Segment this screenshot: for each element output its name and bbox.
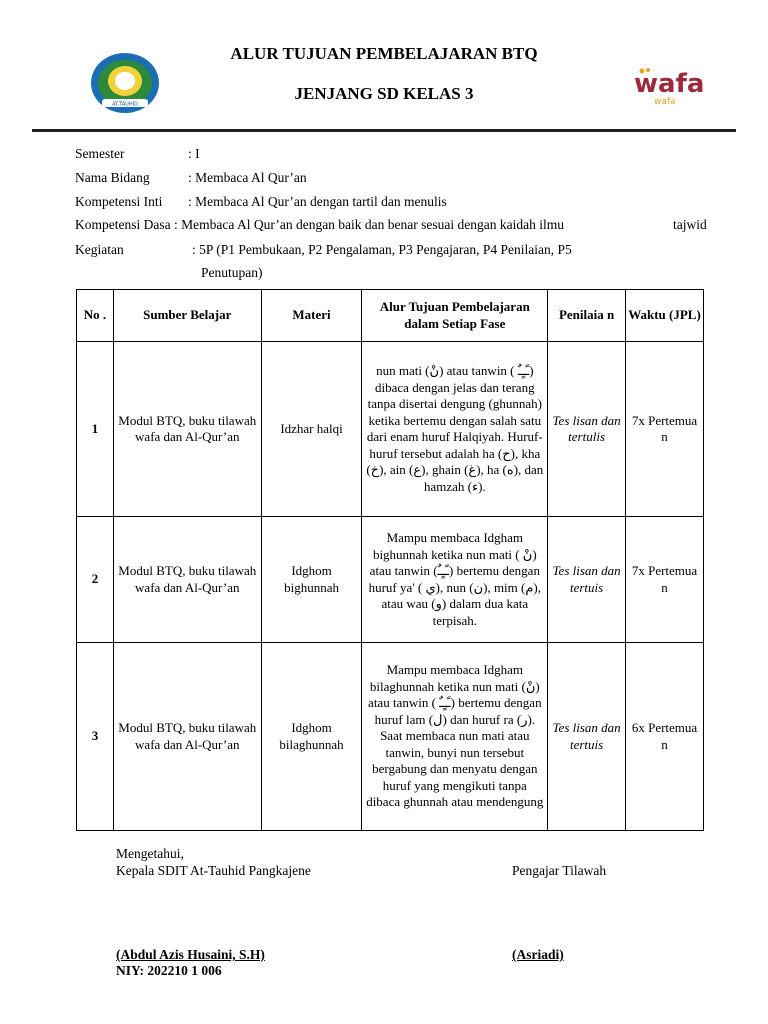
row-sumber: Modul BTQ, buku tilawah wafa dan Al-Qur’an	[113, 643, 261, 831]
table-header-row	[77, 290, 704, 342]
learning-objectives-table	[76, 289, 704, 831]
row-no: 1	[77, 342, 114, 517]
row-alur: nun mati (نْ) atau tanwin ( ـًـٍـٌ) dibaca dengan jelas dan terang tanpa disertai dengung (ghunnah) ketika bertemu dengan salah satu dari enam huruf Halqiyah. Huruf-huruf tersebut adalah ha (ح), kha (خ), ain (ع), ghain (غ), ha (ه), dan hamzah (ء).	[362, 342, 548, 517]
kegiatan-line	[75, 242, 572, 258]
pengajar-title: Pengajar Tilawah	[512, 863, 607, 878]
row-waktu: 7x Pertemua n	[626, 342, 704, 517]
table-row	[77, 342, 704, 517]
row-penilaian: Tes lisan dan tertuis	[548, 517, 626, 643]
row-materi: Idghom bilaghunnah	[261, 643, 362, 831]
row-materi: Idzhar halqi	[261, 342, 362, 517]
kegiatan-label: Kegiatan	[75, 242, 124, 257]
kegiatan-value-cont: Penutupan)	[201, 265, 263, 280]
pengajar-name: (Asriadi)	[512, 947, 564, 962]
kompetensi-dasar-value: : Membaca Al Qur’an dengan baik dan benar sesuai dengan kaidah ilmu	[173, 217, 564, 232]
row-waktu: 6x Pertemua n	[626, 643, 704, 831]
document-title: ALUR TUJUAN PEMBELAJARAN BTQ	[230, 44, 538, 63]
kepala-title: Kepala SDIT At-Tauhid Pangkajene	[116, 863, 311, 878]
table-row	[77, 643, 704, 831]
row-alur: Mampu membaca Idgham bilaghunnah ketika nun mati (نْ) atau tanwin ( ـًـٍـٌ) bertemu dengan huruf lam (ل) dan huruf ra (ر). Saat membaca nun mati atau tanwin, bunyi nun tersebut bergabung dan menyatu dengan huruf yang mengikuti tanpa dibaca ghunnah atau mendengung	[362, 643, 548, 831]
row-sumber: Modul BTQ, buku tilawah wafa dan Al-Qur’an	[113, 342, 261, 517]
row-alur: Mampu membaca Idgham bighunnah ketika nun mati ( نْ) atau tanwin (ـًـٍـٌ) bertemu dengan huruf ya' ( ي), nun (ن), mim (م), atau wau (و) dalam dua kata terpisah.	[362, 517, 548, 643]
row-waktu: 7x Pertemua n	[626, 517, 704, 643]
row-penilaian: Tes lisan dan tertuis	[548, 643, 626, 831]
semester-value: : I	[188, 146, 200, 161]
kepala-name: (Abdul Azis Husaini, S.H)	[116, 947, 265, 962]
header-materi: Materi	[261, 290, 362, 342]
header-alur: Alur Tujuan Pembelajaran dalam Setiap Fase	[362, 290, 548, 342]
kompetensi-dasar-tail: tajwid	[673, 217, 707, 232]
semester-line	[75, 146, 200, 162]
header-no: No .	[77, 290, 114, 342]
bidang-value: : Membaca Al Qur’an	[188, 170, 307, 185]
header-waktu: Waktu (JPL)	[626, 290, 704, 342]
bidang-line	[75, 170, 307, 186]
row-no: 3	[77, 643, 114, 831]
kompetensi-inti-line	[75, 194, 447, 210]
svg-text:wafa: wafa	[654, 97, 676, 106]
svg-text:wafa: wafa	[634, 69, 705, 99]
table-row	[77, 517, 704, 643]
semester-label: Semester	[75, 146, 125, 161]
kompetensi-dasar-label: Kompetensi Dasa	[75, 217, 171, 232]
header-divider	[32, 129, 736, 132]
kompetensi-inti-label: Kompetensi Inti	[75, 194, 163, 209]
kegiatan-value: : 5P (P1 Pembukaan, P2 Pengalaman, P3 Pengajaran, P4 Penilaian, P5	[192, 242, 572, 257]
bidang-label: Nama Bidang	[75, 170, 150, 185]
mengetahui-text: Mengetahui,	[116, 846, 184, 861]
header-sumber: Sumber Belajar	[113, 290, 261, 342]
kompetensi-dasar-line	[75, 217, 564, 233]
header-penilaian: Penilaia n	[548, 290, 626, 342]
document-subtitle: JENJANG SD KELAS 3	[294, 84, 474, 103]
row-sumber: Modul BTQ, buku tilawah wafa dan Al-Qur’an	[113, 517, 261, 643]
svg-text:AT-TAUHID: AT-TAUHID	[112, 101, 138, 108]
row-penilaian: Tes lisan dan tertulis	[548, 342, 626, 517]
kompetensi-inti-value: : Membaca Al Qur’an dengan tartil dan menulis	[188, 194, 447, 209]
kepala-niy: NIY: 202210 1 006	[116, 963, 222, 978]
row-no: 2	[77, 517, 114, 643]
row-materi: Idghom bighunnah	[261, 517, 362, 643]
